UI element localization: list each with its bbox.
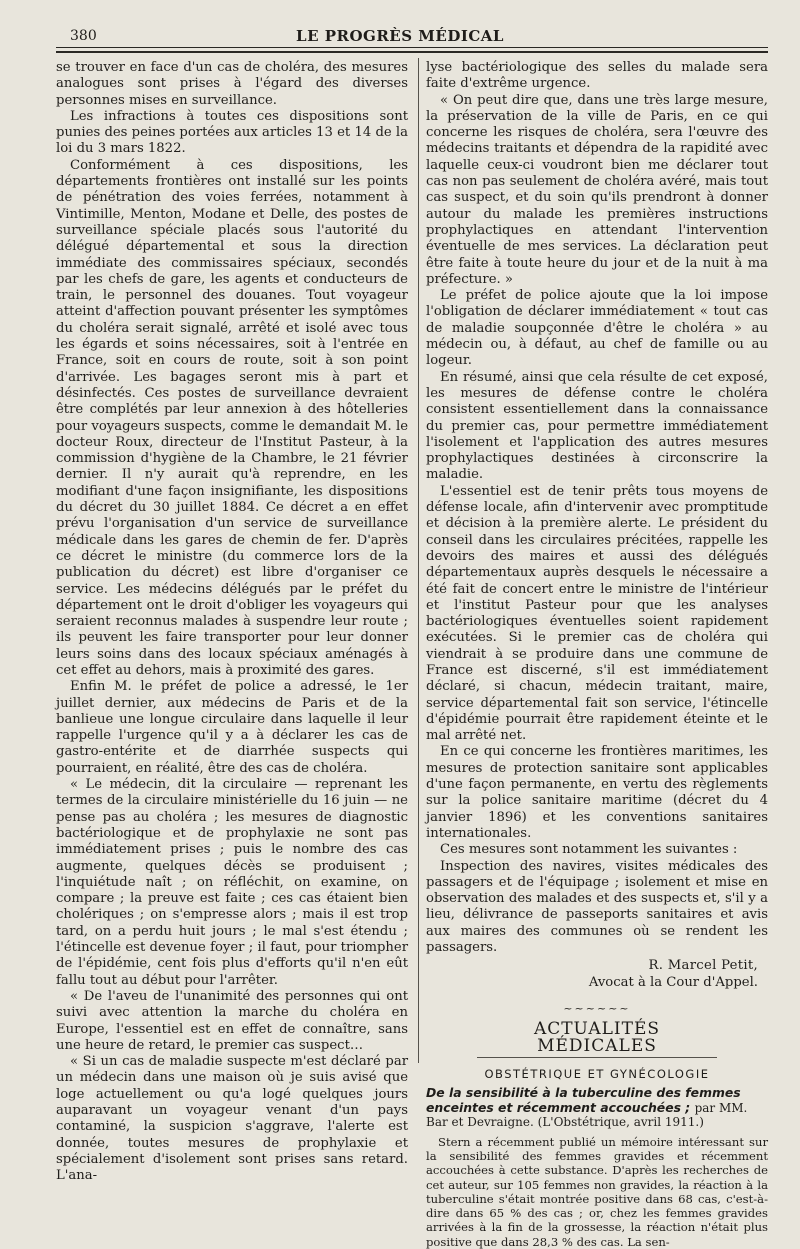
paragraph: Conformément à ces dispositions, les départements frontières ont installé sur les points de pénétration des voies ferrées, notamment à Vintimille, Menton, Modane et Delle, des postes de surveillance spéciale placés sous l'autorité du délégué départemental et sous la direction immédiate des commissaires spéciaux, secondés par les chefs de gare, les agents et conducteurs de train, le personnel des douanes. Tout voyageur atteint d'affection pouvant présenter les symptômes du choléra serait signalé, arrêté et isolé avec tous les égards et soins nécessaires, soit à l'entrée en France, soit en cours de route, soit à son point d'arrivée. Les bagages seront mis à part et désinfectés. Ces postes de surveillance devraient être complétés par leur annexion à des hôtelleries pour voyageurs suspects, comme le demandait M. le docteur Roux, directeur de l'Institut Pasteur, à la commission d'hygiène de la Chambre, le 21 février dernier. Il n'y aurait qu'à reprendre, en les modifiant d'une façon insignifiante, les dispositions du décret du 30 juillet 1884. Ce décret a en effet prévu l'organisation d'un service de surveillance médicale dans les gares de chemin de fer. D'après ce décret le ministre (du commerce lors de la publication du décret) est libre d'organiser ce service. Les médecins délégués par le préfet du département ont le droit d'obliger les voyageurs qui seraient reconnus malades à suspendre leur route ; ils peuvent les faire transporter pour leur donner leurs soins dans des locaux spéciaux aménagés à cet effet au dehors, mais à proximité des gares.: [56, 157, 408, 678]
paragraph: Enfin M. le préfet de police a adressé, le 1er juillet dernier, aux médecins de Paris et de la banlieue une longue circulaire dans laquelle il leur rappelle l'urgence qu'il y a à déclarer les cas de gastro-entérite et de diarrhée suspects qui pourraient, en réalité, être des cas de choléra.: [56, 679, 408, 776]
paragraph: Les infractions à toutes ces dispositions sont punies des peines portées aux articles 13 et 14 de la loi du 3 mars 1822.: [56, 108, 408, 157]
article-title-block: [426, 1086, 768, 1130]
paragraph: L'essentiel est de tenir prêts tous moyens de défense locale, afin d'intervenir avec promptitude et décision à la première alerte. Le président du conseil dans les circulaires précitées, rappelle les devoirs des maires et aussi des délégués départementaux auprès desquels le nécessaire a été fait de concert entre le ministre de l'intérieur et l'institut Pasteur pour que les analyses bactériologiques éventuelles soient rapidement exécutées. Si le premier cas de choléra qui viendrait à se produire dans une commune de France est discerné, s'il est immédiatement déclaré, si chacun, médecin traitant, maire, service départemental fait son service, l'étincelle d'épidémie pourrait être rapidement éteinte et le mal arrêté net.: [426, 483, 768, 744]
journal-title: LE PROGRÈS MÉDICAL: [296, 27, 504, 45]
paragraph: « Si un cas de maladie suspecte m'est déclaré par un médecin dans une maison où je suis avisé que loge actuellement ou qu'a logé quelques jours auparavant un voyageur venant d'un pays contaminé, la suspicion s'aggrave, l'alerte est donnée, toutes mesures de prophylaxie et spécialement d'isolement sont prises sans retard. L'ana-: [56, 1054, 408, 1184]
subheading: OBSTÉTRIQUE ET GYNÉCOLOGIE: [484, 1066, 710, 1081]
article-byline: par MM. Bar et Devraigne. (L'Obstétrique, avril 1911.): [426, 1100, 748, 1130]
author-title: Avocat à la Cour d'Appel.: [588, 974, 758, 990]
paragraph: Stern a récemment publié un mémoire intéressant sur la sensibilité des femmes gravides et récemment accouchées à cette substance. D'après les recherches de cet auteur, sur 105 femmes non gravides, la réaction à la tuberculine s'était montrée positive dans 68 cas, c'est-à-dire dans 65 % des cas ; or, chez les femmes gravides arrivées à la fin de la grossesse, la réaction n'était plus positive que dans 28,3 % des cas. La sen-: [426, 1134, 768, 1249]
header-rule-thin: [56, 47, 768, 48]
paragraph: Ces mesures sont notamment les suivantes :: [440, 842, 738, 858]
article-body: [426, 1135, 768, 1249]
column-divider: [418, 58, 419, 1063]
paragraph: En résumé, ainsi que cela résulte de cet exposé, les mesures de défense contre le choléra consistent essentiellement dans la connaissance du premier cas, pour permettre immédiatement l'isolement et l'application des autres mesures prophylactiques destinées à circonscrire la maladie.: [426, 369, 768, 483]
section-heading: ACTUALITÉS MÉDICALES: [477, 1021, 717, 1058]
paragraph: Inspection des navires, visites médicales des passagers et de l'équipage ; isolement et mise en observation des malades et des suspects et, s'il y a lieu, délivrance de passeports sanitaires et avis aux maires des communes où se rendent les passagers.: [426, 858, 768, 956]
page-number: 380: [70, 28, 97, 44]
paragraph: Le préfet de police ajoute que la loi impose l'obligation de déclarer immédiatement « tout cas de maladie soupçonnée d'être le choléra » au médecin ou, à défaut, au chef de famille ou au logeur.: [426, 288, 768, 369]
right-column: [426, 60, 768, 1249]
author-signature: R. Marcel Petit,: [648, 958, 758, 974]
article-title: De la sensibilité à la tuberculine des femmes enceintes et récemment accouchées ;: [426, 1085, 741, 1115]
paragraph: « De l'aveu de l'unanimité des personnes qui ont suivi avec attention la marche du choléra en Europe, l'essentiel est en effet de connaître, sans une heure de retard, le premier cas suspect…: [56, 988, 408, 1053]
section-ornament: ~~~~~~: [563, 1001, 631, 1015]
header-rule-thick: [56, 51, 768, 53]
paragraph: se trouver en face d'un cas de choléra, des mesures analogues sont prises à l'égard des diverses personnes mises en surveillance.: [56, 60, 408, 108]
paragraph: lyse bactériologique des selles du malade sera faite d'extrême urgence.: [426, 60, 768, 92]
left-column: [56, 60, 408, 1184]
paragraph: « Le médecin, dit la circulaire — reprenant les termes de la circulaire ministérielle du 16 juin — ne pense pas au choléra ; les mesures de diagnostic bactériologique et de prophylaxie ne sont pas immédiatement prises ; puis le nombre des cas augmente, quelques décès se produisent ; l'inquiétude naît ; on réfléchit, on examine, on compare ; la preuve est faite ; ces cas étaient bien cholériques ; on s'empresse alors ; mais il est trop tard, on a perdu huit jours ; le mal s'est étendu ; l'étincelle est devenue foyer ; il faut, pour triompher de l'épidémie, cent fois plus d'efforts qu'il n'en eût fallu tout au début pour l'arrêter.: [56, 777, 408, 988]
signature-block: [426, 958, 768, 991]
paragraph: En ce qui concerne les frontières maritimes, les mesures de protection sanitaire sont applicables d'une façon permanente, en vertu des règlements sur la police sanitaire maritime (décret du 4 janvier 1896) et les conventions sanitaires internationales.: [426, 744, 768, 841]
paragraph: « On peut dire que, dans une très large mesure, la préservation de la ville de Paris, en ce qui concerne les risques de choléra, sera l'œuvre des médecins traitants et dépendra de la rapidité avec laquelle ceux-ci voudront bien me déclarer tout cas non pas seulement de choléra avéré, mais tout cas suspect, et du soin qu'ils prendront à donner autour du malade les premières instructions prophylactiques en attendant l'intervention éventuelle de mes services. La déclaration peut être faite à toute heure du jour et de la nuit à ma préfecture. »: [426, 92, 768, 287]
